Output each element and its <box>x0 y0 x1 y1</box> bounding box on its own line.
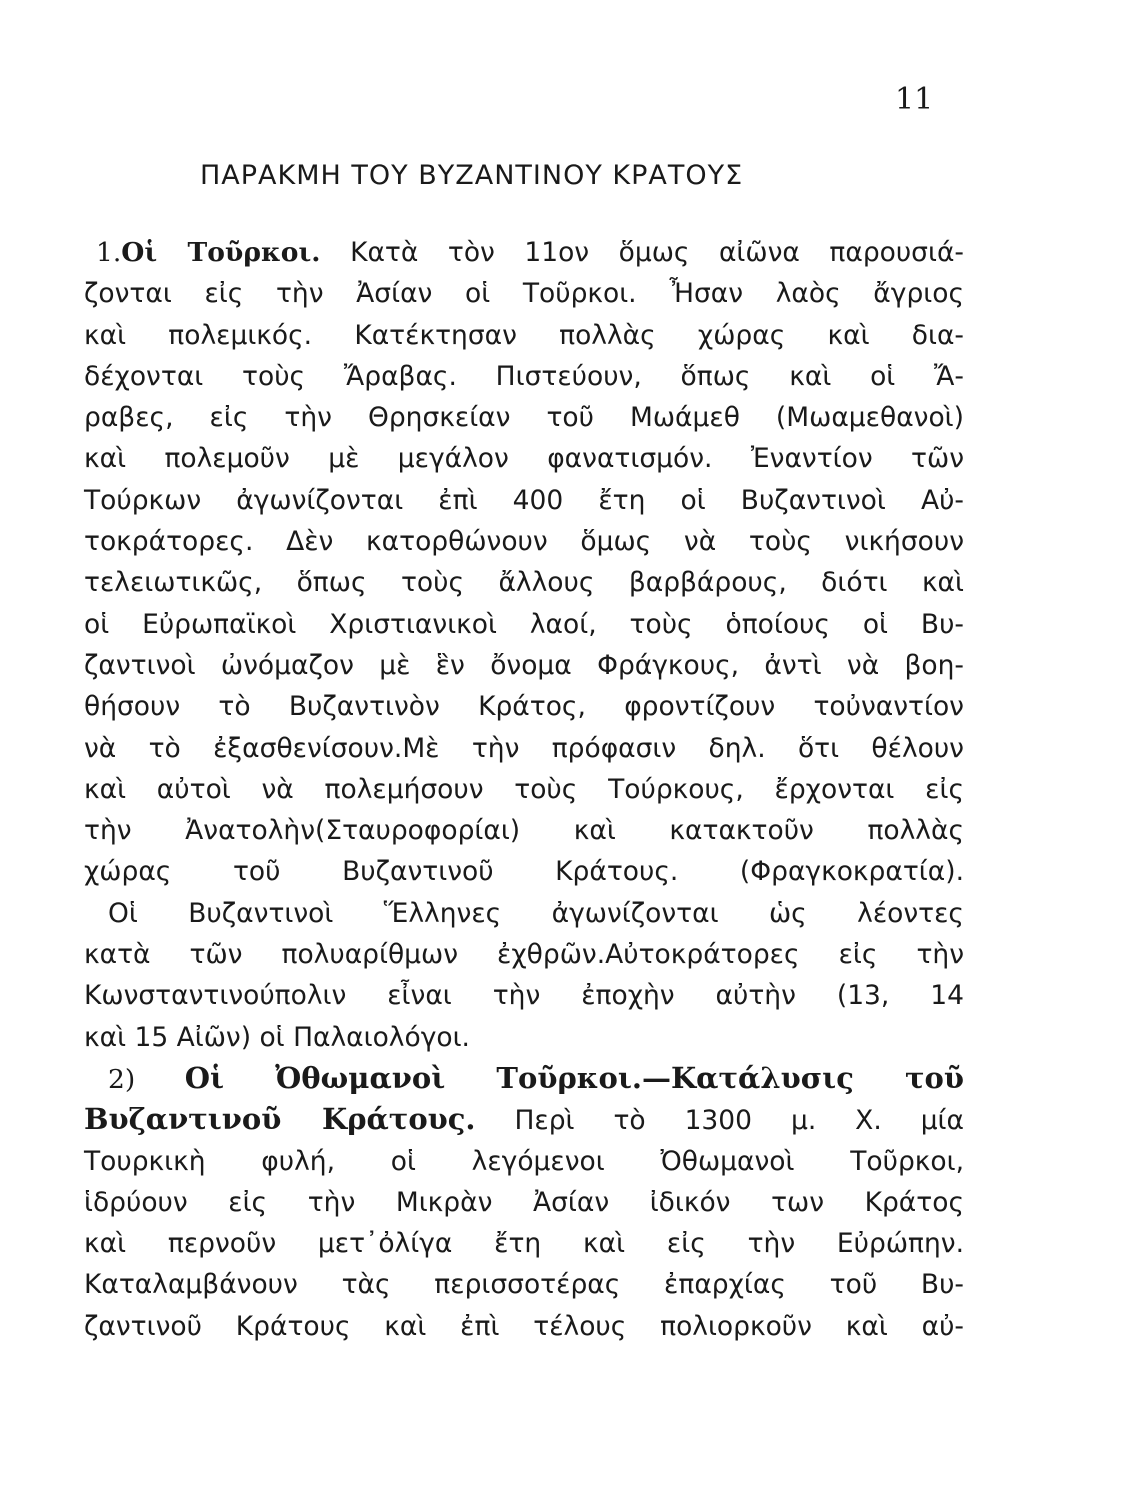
paragraph-line: ραβες, εἰς τὴν Θρησκείαν τοῦ Μωάμεθ (Μωαμεθανοὶ) <box>84 402 964 434</box>
paragraph-text: Περὶ τὸ 1300 μ. Χ. μία <box>514 1105 964 1137</box>
paragraph-line: Καταλαμβάνουν τὰς περισσοτέρας ἐπαρχίας τοῦ Βυ- <box>84 1269 964 1301</box>
paragraph-text: Κατὰ τὸν 11ον ὅμως αἰῶνα παρουσιά- <box>350 237 964 268</box>
paragraph-line <box>84 232 964 273</box>
paragraph-line: καὶ πολεμικός. Κατέκτησαν πολλὰς χώρας καὶ δια- <box>84 319 964 351</box>
paragraph-line: Τουρκικὴ φυλή, οἱ λεγόμενοι Ὀθωμανοὶ Τοῦρκοι, <box>84 1145 964 1177</box>
chapter-title: ΠΑΡΑΚΜΗ ΤΟΥ ΒΥΖΑΝΤΙΝΟΥ ΚΡΑΤΟΥΣ <box>200 160 744 191</box>
paragraph-line: τοκράτορες. Δὲν κατορθώνουν ὅμως νὰ τοὺς νικήσουν <box>84 526 964 558</box>
paragraph-line: οἱ Εὐρωπαϊκοὶ Χριστιανικοὶ λαοί, τοὺς ὁποίους οἱ Βυ- <box>84 608 964 640</box>
paragraph-line: Οἱ Βυζαντινοὶ Ἕλληνες ἀγωνίζονται ὡς λέοντες <box>108 897 964 929</box>
paragraph-line: νὰ τὸ ἐξασθενίσουν.Μὲ τὴν πρόφασιν δηλ. ὅτι θέλουν <box>84 732 964 764</box>
paragraph-line: ζαντινοῦ Κράτους καὶ ἐπὶ τέλους πολιορκοῦν καὶ αὐ- <box>84 1310 964 1342</box>
section-heading-continued: Βυζαντινοῦ Κράτους. <box>84 1102 476 1137</box>
paragraph-line: Τούρκων ἀγωνίζονται ἐπὶ 400 ἔτη οἱ Βυζαντινοὶ Αὐ- <box>84 484 964 516</box>
section-heading: Οἱ Τοῦρκοι. <box>121 237 321 268</box>
paragraph-line: τὴν Ἀνατολὴν(Σταυροφορίαι) καὶ κατακτοῦν πολλὰς <box>84 815 964 847</box>
paragraph-line: θήσουν τὸ Βυζαντινὸν Κράτος, φροντίζουν τοὐναντίον <box>84 691 964 723</box>
paragraph-line: ζαντινοὶ ὠνόμαζον μὲ ἓν ὄνομα Φράγκους, ἀντὶ νὰ βοη- <box>84 649 964 681</box>
paragraph-line: κατὰ τῶν πολυαρίθμων ἐχθρῶν.Αὐτοκράτορες εἰς τὴν <box>84 939 964 971</box>
section-number: 1. <box>96 237 122 268</box>
paragraph-line: καὶ πολεμοῦν μὲ μεγάλον φανατισμόν. Ἐναντίον τῶν <box>84 443 964 475</box>
paragraph-line: ἱδρύουν εἰς τὴν Μικρὰν Ἀσίαν ἰδικόν των Κράτος <box>84 1186 964 1218</box>
body-text <box>84 232 964 1347</box>
paragraph-line: δέχονται τοὺς Ἄραβας. Πιστεύουν, ὅπως καὶ οἱ Ἄ- <box>84 360 964 392</box>
paragraph-line: καὶ αὐτοὶ νὰ πολεμήσουν τοὺς Τούρκους, ἔρχονται εἰς <box>84 773 964 805</box>
paragraph-line: καὶ περνοῦν μετ᾽ὀλίγα ἔτη καὶ εἰς τὴν Εὐρώπην. <box>84 1228 964 1260</box>
section-number: 2) <box>108 1063 136 1095</box>
paragraph-line: Κωνσταντινούπολιν εἶναι τὴν ἐποχὴν αὐτὴν (13, 14 <box>84 980 964 1012</box>
paragraph-line: χώρας τοῦ Βυζαντινοῦ Κράτους. (Φραγκοκρατία). <box>84 856 964 888</box>
paragraph-line <box>84 1099 964 1140</box>
paragraph-line <box>84 1058 964 1099</box>
section-heading: Οἱ Ὀθωμανοὶ Τοῦρκοι.—Κατάλυσις τοῦ <box>184 1060 964 1095</box>
paragraph-line: τελειωτικῶς, ὅπως τοὺς ἄλλους βαρβάρους, διότι καὶ <box>84 567 964 599</box>
page-number: 11 <box>895 82 934 117</box>
paragraph-line: καὶ 15 Αἰῶν) οἱ Παλαιολόγοι. <box>84 1021 470 1053</box>
paragraph-line: ζονται εἰς τὴν Ἀσίαν οἱ Τοῦρκοι. Ἦσαν λαὸς ἄγριος <box>84 278 964 310</box>
